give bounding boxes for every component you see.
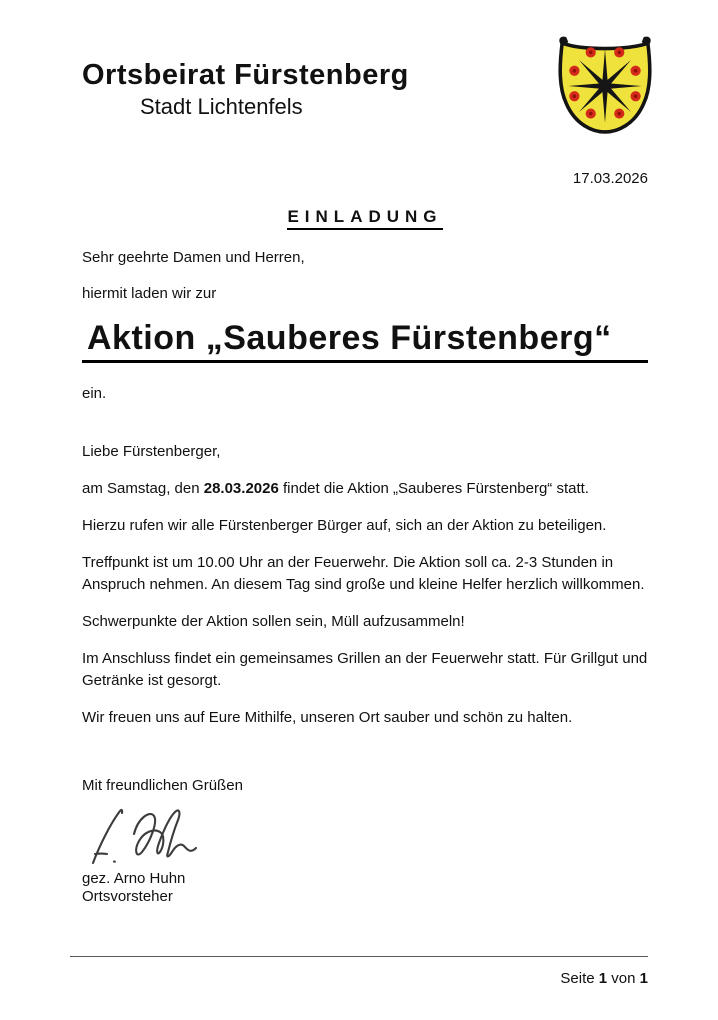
event-date: 28.03.2026 [203,480,279,497]
footer-divider [70,956,648,957]
coat-of-arms-icon [554,33,656,135]
intro-line: hiermit laden wir zur [82,285,217,302]
page-number-total: 1 [639,970,648,987]
star-icon [568,49,641,122]
headline-suffix: ein. [82,385,107,402]
paragraph-date-info [82,478,648,500]
salutation: Sehr geehrte Damen und Herren, [82,249,305,266]
paragraph-date-pre: am Samstag, den [82,480,204,497]
closing-greeting: Mit freundlichen Grüßen [82,777,243,794]
page-number-mid: von [607,970,640,987]
paragraph-call: Hierzu rufen wir alle Fürstenberger Bürger auf, sich an der Aktion zu beteiligen. [82,517,607,534]
invitation-heading: EINLADUNG [287,207,442,230]
letterhead [82,0,648,120]
org-title: Ortsbeirat Fürstenberg [82,59,409,91]
signer-name: gez. Arno Huhn [82,870,186,887]
invitation-heading-wrap [82,207,648,230]
paragraph-grill: Im Anschluss findet ein gemeinsames Grillen an der Feuerwehr statt. Für Grillgut und Getränke ist gesorgt. [82,650,648,689]
letter-date: 17.03.2026 [572,170,648,187]
org-subtitle: Stadt Lichtenfels [140,94,303,119]
paragraph-greeting: Liebe Fürstenberger, [82,443,221,460]
page-number-pre: Seite [560,970,599,987]
event-headline: Aktion „Sauberes Fürstenberg“ [82,318,648,363]
signature-block [82,806,648,868]
paragraph-date-post: findet die Aktion „Sauberes Fürstenberg“ statt. [278,480,589,497]
signature-image [84,806,202,868]
paragraph-focus: Schwerpunkte der Aktion sollen sein, Müll aufzusammeln! [82,613,465,630]
page-number-current: 1 [598,970,608,987]
signer-title: Ortsvorsteher [82,888,173,905]
paragraph-thanks: Wir freuen uns auf Eure Mithilfe, unseren Ort sauber und schön zu halten. [82,709,573,726]
paragraph-meeting-point: Treffpunkt ist um 10.00 Uhr an der Feuerwehr. Die Aktion soll ca. 2-3 Stunden in Anspruch nehmen. An diesem Tag sind große und kleine Helfer herzlich willkommen. [82,554,645,593]
page-number [560,970,648,988]
